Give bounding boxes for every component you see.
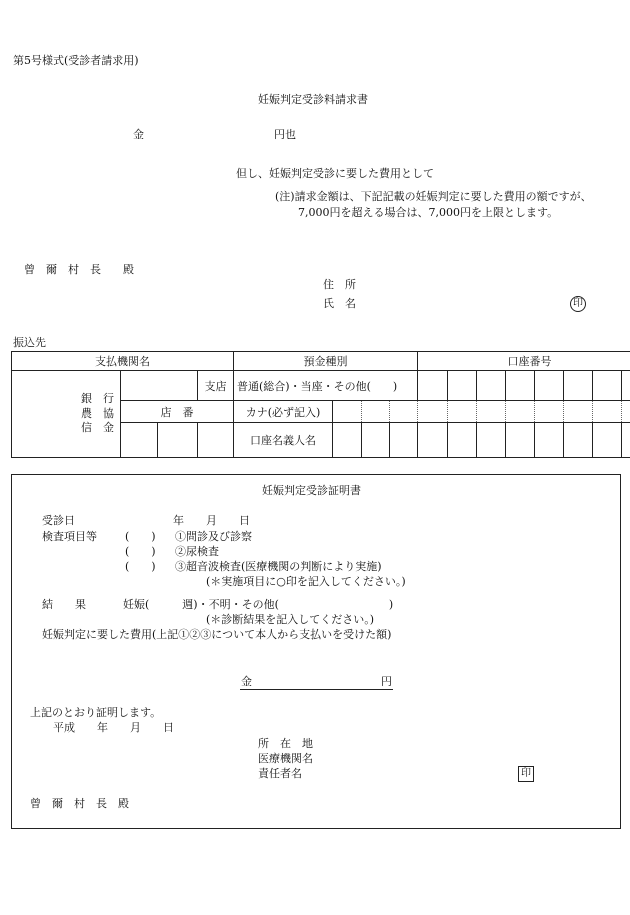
- exam-label: 検査項目等: [42, 530, 97, 543]
- era-date: 平成 年 月 日: [53, 721, 174, 734]
- visit-date-ymd: 年 月 日: [173, 514, 250, 527]
- account-digit-3[interactable]: [477, 371, 506, 401]
- note-line-2: 7,000円を超える場合は、7,000円を上限とします。: [298, 206, 559, 219]
- account-digit-2[interactable]: [448, 371, 477, 401]
- cert-amount-prefix: 金: [241, 675, 252, 688]
- holder-cell[interactable]: [564, 423, 593, 458]
- kana-cell[interactable]: [622, 401, 630, 423]
- kana-cell[interactable]: [362, 401, 390, 423]
- account-holder-label: 口座名義人名: [234, 423, 333, 458]
- cost-label: 妊娠判定に要した費用(上記①②③について本人から支払いを受けた額): [42, 628, 392, 641]
- address-label: 住 所: [323, 278, 356, 291]
- result-label: 結 果: [42, 598, 86, 611]
- account-digit-1[interactable]: [418, 371, 448, 401]
- holder-cell[interactable]: [506, 423, 535, 458]
- exam-note: (＊実施項目に○印を記入してください。): [206, 575, 406, 588]
- certificate-title: 妊娠判定受診証明書: [262, 484, 361, 497]
- kana-cell[interactable]: [390, 401, 418, 423]
- holder-cell[interactable]: [390, 423, 418, 458]
- institution-name-label: 医療機関名: [258, 752, 313, 765]
- kana-cell[interactable]: [418, 401, 448, 423]
- holder-cell[interactable]: [418, 423, 448, 458]
- holder-cell[interactable]: [362, 423, 390, 458]
- institution-type-agri: 農 協: [81, 406, 114, 420]
- name-label: 氏 名: [323, 297, 356, 310]
- kana-cell[interactable]: [535, 401, 564, 423]
- page-title: 妊娠判定受診料請求書: [258, 93, 368, 106]
- kana-cell[interactable]: [448, 401, 477, 423]
- amount-underline: [240, 689, 393, 690]
- branch-number-digit-1[interactable]: [121, 423, 158, 458]
- kana-label: カナ(必ず記入): [234, 401, 333, 423]
- result-note: (＊診断結果を記入してください。): [206, 613, 375, 626]
- visit-date-label: 受診日: [42, 514, 75, 527]
- header-deposit-type: 預金種別: [234, 352, 418, 371]
- holder-cell[interactable]: [333, 423, 362, 458]
- bank-name-field[interactable]: [121, 371, 198, 401]
- kana-cell[interactable]: [564, 401, 593, 423]
- holder-cell[interactable]: [535, 423, 564, 458]
- cert-amount-suffix: 円: [381, 675, 392, 688]
- bank-section-label: 振込先: [13, 336, 46, 349]
- account-digit-7[interactable]: [593, 371, 622, 401]
- note-line-1: (注)請求金額は、下記記載の妊娠判定に要した費用の額ですが、: [275, 190, 592, 203]
- account-digit-6[interactable]: [564, 371, 593, 401]
- purpose-text: 但し、妊娠判定受診に要した費用として: [236, 167, 434, 180]
- branch-number-label: 店 番: [121, 401, 234, 423]
- seal-icon: 印: [518, 766, 534, 782]
- holder-cell[interactable]: [593, 423, 622, 458]
- account-digit-4[interactable]: [506, 371, 535, 401]
- bank-table: [11, 351, 630, 458]
- institution-type-bank: 銀 行: [81, 391, 114, 405]
- amount-suffix: 円也: [274, 128, 296, 141]
- header-payment-institution: 支払機関名: [12, 352, 234, 371]
- account-digit-8[interactable]: [622, 371, 630, 401]
- branch-label: 支店: [198, 371, 234, 401]
- cert-addressee: 曾 爾 村 長 殿: [30, 797, 129, 810]
- kana-cell[interactable]: [593, 401, 622, 423]
- institution-type-cell: [12, 371, 121, 458]
- exam-check-1[interactable]: ( ): [125, 530, 156, 543]
- holder-cell[interactable]: [448, 423, 477, 458]
- exam-item-3: ③超音波検査(医療機関の判断により実施): [175, 560, 382, 573]
- certify-text: 上記のとおり証明します。: [30, 706, 162, 719]
- holder-cell[interactable]: [477, 423, 506, 458]
- branch-number-digit-3[interactable]: [198, 423, 234, 458]
- result-options[interactable]: 妊娠( 週)・不明・その他( ): [123, 598, 394, 611]
- kana-cell[interactable]: [477, 401, 506, 423]
- exam-item-1: ①問診及び診察: [175, 530, 252, 543]
- location-label: 所 在 地: [258, 737, 313, 750]
- kana-cell[interactable]: [506, 401, 535, 423]
- amount-prefix: 金: [133, 128, 144, 141]
- deposit-type-options[interactable]: 普通(総合)・当座・その他( ): [234, 371, 418, 401]
- exam-item-2: ②尿検査: [175, 545, 219, 558]
- header-account-number: 口座番号: [418, 352, 630, 371]
- responsible-label: 責任者名: [258, 767, 302, 780]
- kana-cell[interactable]: [333, 401, 362, 423]
- seal-icon: 印: [570, 296, 586, 312]
- exam-check-2[interactable]: ( ): [125, 545, 156, 558]
- form-number: 第5号様式(受診者請求用): [13, 54, 139, 67]
- addressee-mayor: 曾 爾 村 長 殿: [24, 263, 134, 276]
- institution-type-shinkin: 信 金: [81, 421, 114, 435]
- account-digit-5[interactable]: [535, 371, 564, 401]
- holder-cell[interactable]: [622, 423, 630, 458]
- branch-number-digit-2[interactable]: [158, 423, 198, 458]
- exam-check-3[interactable]: ( ): [125, 560, 156, 573]
